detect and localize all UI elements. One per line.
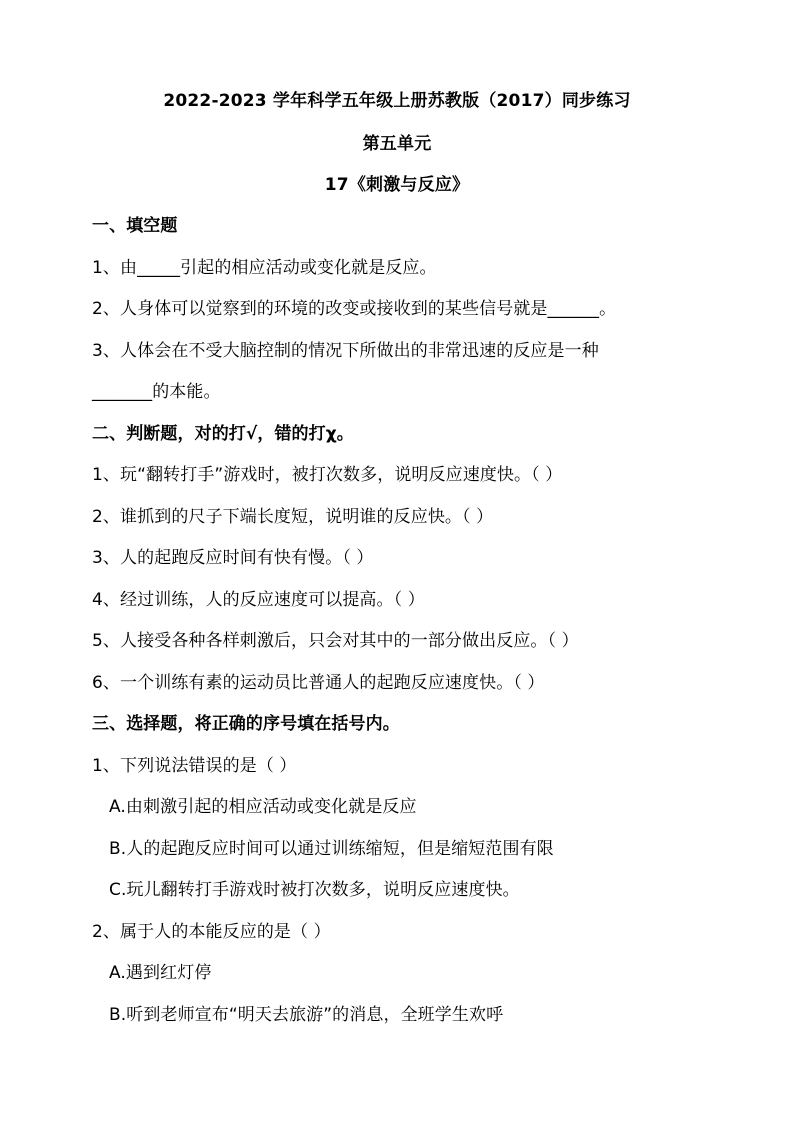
fill-blank-question-2: 2、人身体可以觉察到的环境的改变或接收到的某些信号就是______。 [92,299,617,319]
lesson-title: 17《刺激与反应》 [324,175,470,195]
unit-title: 第五单元 [362,134,432,154]
true-false-item: 1、玩“翻转打手”游戏时，被打次数多，说明反应速度快。（ ） [92,465,563,485]
choice-option: B.人的起跑反应时间可以通过训练缩短，但是缩短范围有限 [109,839,554,859]
choice-option: B.听到老师宣布“明天去旅游”的消息，全班学生欢呼 [109,1005,504,1025]
fill-blank-question-1: 1、由_____引起的相应活动或变化就是反应。 [92,258,437,278]
document-title: 2022-2023 学年科学五年级上册苏教版（2017）同步练习 [163,91,631,111]
true-false-item: 4、经过训练，人的反应速度可以提高。（ ） [92,590,425,610]
section-true-false-heading: 二、判断题，对的打√，错的打χ。 [92,424,354,444]
choice-option: A.由刺激引起的相应活动或变化就是反应 [109,797,417,817]
fill-blank-question-3-line-2: _______的本能。 [92,382,221,402]
choice-question-2-stem: 2、属于人的本能反应的是（ ） [92,922,331,942]
section-multiple-choice-heading: 三、选择题，将正确的序号填在括号内。 [92,714,400,734]
fill-blank-question-3-line-1: 3、人体会在不受大脑控制的情况下所做出的非常迅速的反应是一种 [92,341,599,361]
choice-option: C.玩儿翻转打手游戏时被打次数多，说明反应速度快。 [109,880,520,900]
true-false-item: 6、一个训练有素的运动员比普通人的起跑反应速度快。（ ） [92,673,545,693]
choice-question-1-stem: 1、下列说法错误的是（ ） [92,756,297,776]
true-false-item: 5、人接受各种各样刺激后，只会对其中的一部分做出反应。（ ） [92,631,579,651]
true-false-item: 2、谁抓到的尺子下端长度短，说明谁的反应快。（ ） [92,507,494,527]
choice-option: A.遇到红灯停 [109,963,212,983]
true-false-item: 3、人的起跑反应时间有快有慢。（ ） [92,548,374,568]
section-fill-blank-heading: 一、填空题 [92,216,178,236]
